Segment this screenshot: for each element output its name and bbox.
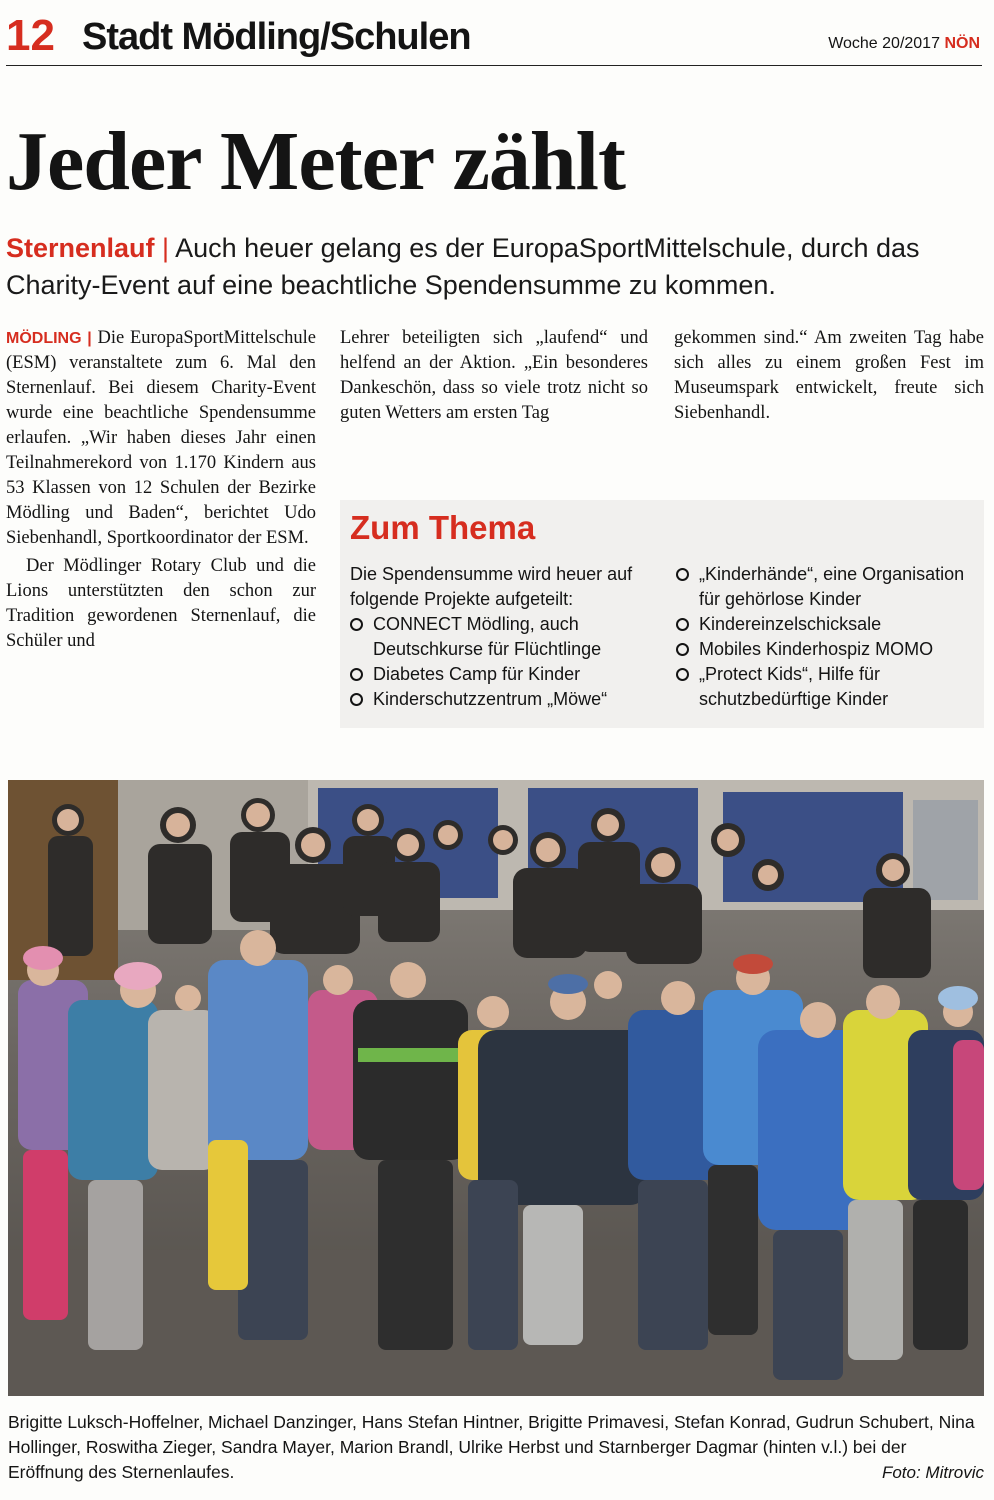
lead-separator: |: [162, 233, 170, 263]
dateline-separator: |: [87, 330, 92, 347]
article-paragraph-1: Die EuropaSportMittelschule (ESM) veranstaltete zum 6. Mal den Sternenlauf. Bei diesem Charity-Event wurde eine beachtliche Spendensumme erlaufen. „Wir haben dieses Jahr einen Teilnahmerekord von 1.170 Kindern aus 53 Klassen von 12 Schulen der Bezirke Mödling und Baden“, berichtet Udo Siebenhandl, Sportkoordinator der ESM.: [6, 328, 316, 548]
project-item: [676, 612, 976, 637]
article-column-1: [6, 326, 316, 654]
article-paragraph-2: Der Mödlinger Rotary Club und die Lions unterstützten den schon zur Tradition gewordenen Sternenlauf, die Schüler und: [6, 556, 316, 651]
article-paragraph-4: gekommen sind.“ Am zweiten Tag habe sich alles zu einem großen Fest im Museumspark entwickelt, freute sich Siebenhandl.: [674, 328, 984, 423]
lead-paragraph: [6, 230, 984, 304]
project-item-label: Kinderschutzzentrum „Möwe“: [373, 689, 608, 709]
bullet-circle-icon: [676, 568, 689, 581]
headline: Jeder Meter zählt: [6, 115, 625, 208]
lead-kicker: Sternenlauf: [6, 233, 155, 263]
article-column-2: [340, 326, 648, 426]
zum-thema-right-column: [676, 562, 976, 712]
photo-caption: Brigitte Luksch-Hoffelner, Michael Danzinger, Hans Stefan Hintner, Brigitte Primavesi, Stefan Konrad, Gudrun Schubert, Nina Hollinger, Roswitha Zieger, Sandra Mayer, Marion Brandl, Ulrike Herbst und Starnberger Dagmar (hinten v.l.) bei der Eröffnung des Sternenlaufes.: [8, 1412, 975, 1482]
project-item-label: CONNECT Mödling, auch Deutschkurse für Flüchtlinge: [373, 614, 602, 659]
bullet-circle-icon: [350, 668, 363, 681]
section-title: Stadt Mödling/Schulen: [82, 16, 471, 58]
project-item-label: Kindereinzelschicksale: [699, 614, 882, 634]
project-item: [350, 662, 658, 687]
article-paragraph-3: Lehrer beteiligten sich „laufend“ und helfend an der Aktion. „Ein besonderes Dankeschön, dass so viele trotz nicht so guten Wetters am ersten Tag: [340, 328, 648, 423]
zum-thema-title: Zum Thema: [350, 509, 536, 546]
bullet-circle-icon: [676, 668, 689, 681]
page-number: 12: [6, 11, 55, 60]
issue-week: Woche 20/2017: [828, 35, 940, 52]
project-item: [350, 612, 658, 662]
group-photo-illustration: [8, 780, 984, 1396]
project-item-label: Diabetes Camp für Kinder: [373, 664, 581, 684]
project-item: [350, 687, 658, 712]
lead-text: Auch heuer gelang es der EuropaSportMittelschule, durch das Charity-Event auf eine beachtliche Spendensumme zu kommen.: [6, 233, 920, 300]
zum-thema-box: [340, 500, 984, 728]
photo-credit: Foto: Mitrovic: [881, 1463, 984, 1482]
brand-logo: NÖN: [944, 35, 980, 52]
page-header: [6, 10, 982, 66]
issue-info: [828, 34, 980, 54]
article-column-3: [674, 326, 984, 426]
bullet-circle-icon: [350, 693, 363, 706]
bullet-circle-icon: [676, 643, 689, 656]
zum-thema-left-column: [350, 562, 658, 712]
zum-thema-intro: Die Spendensumme wird heuer auf folgende Projekte aufgeteilt:: [350, 564, 633, 609]
project-item: [676, 662, 976, 712]
group-photo: [8, 780, 984, 1396]
project-item-label: „Protect Kids“, Hilfe für schutzbedürftige Kinder: [699, 664, 889, 709]
dateline: MÖDLING: [6, 330, 82, 347]
project-item: [676, 562, 976, 612]
project-item-label: Mobiles Kinderhospiz MOMO: [699, 639, 934, 659]
project-item-label: „Kinderhände“, eine Organisation für gehörlose Kinder: [699, 564, 965, 609]
bullet-circle-icon: [676, 618, 689, 631]
project-item: [676, 637, 976, 662]
bullet-circle-icon: [350, 618, 363, 631]
